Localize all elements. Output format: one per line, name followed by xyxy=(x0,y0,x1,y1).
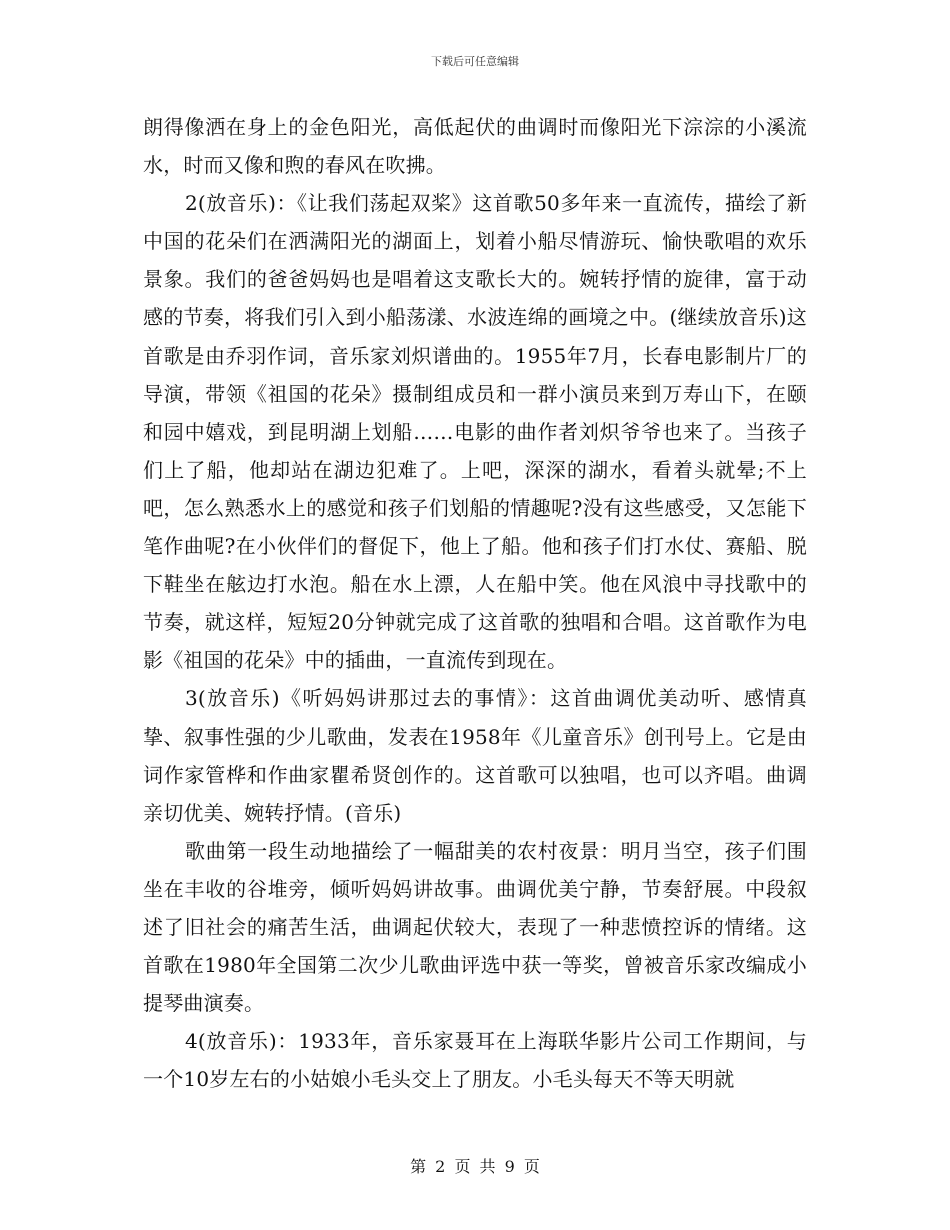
paragraph-song-3: 3(放音乐)《听妈妈讲那过去的事情》：这首曲调优美动听、感情真挚、叙事性强的少儿歌曲，发表在1958年《儿童音乐》创刊号上。它是由词作家管桦和作曲家瞿希贤创作的。这首歌可以独唱，也可以齐唱。曲调亲切优美、婉转抒情。(音乐) xyxy=(143,686,807,825)
paragraph-song-2: 2(放音乐)：《让我们荡起双桨》这首歌50多年来一直流传，描绘了新中国的花朵们在洒满阳光的湖面上，划着小船尽情游玩、愉快歌唱的欢乐景象。我们的爸爸妈妈也是唱着这支歌长大的。婉转抒情的旋律，富于动感的节奏，将我们引入到小船荡漾、水波连绵的画境之中。(继续放音乐)这首歌是由乔羽作词，音乐家刘炽谱曲的。1955年7月，长春电影制片厂的导演，带领《祖国的花朵》摄制组成员和一群小演员来到万寿山下，在颐和园中嬉戏，到昆明湖上划船……电影的曲作者刘炽爷爷也来了。当孩子们上了船，他却站在湖边犯难了。上吧，深深的湖水，看着头就晕;不上吧，怎么熟悉水上的感觉和孩子们划船的情趣呢?没有这些感受，又怎能下笔作曲呢?在小伙伴们的督促下，他上了船。他和孩子们打水仗、赛船、脱下鞋坐在舷边打水泡。船在水上漂，人在船中笑。他在风浪中寻找歌中的节奏，就这样，短短20分钟就完成了这首歌的独唱和合唱。这首歌作为电影《祖国的花朵》中的插曲，一直流传到现在。 xyxy=(143,191,807,673)
page-header: 下载后可任意编辑 xyxy=(431,55,519,68)
paragraph-song-3-detail: 歌曲第一段生动地描绘了一幅甜美的农村夜景：明月当空，孩子们围坐在丰收的谷堆旁，倾听妈妈讲故事。曲调优美宁静，节奏舒展。中段叙述了旧社会的痛苦生活，曲调起伏较大，表现了一种悲愤控诉的情绪。这首歌在1980年全国第二次少儿歌曲评选中获一等奖，曾被音乐家改编成小提琴曲演奏。 xyxy=(143,838,807,1016)
paragraph-continuation: 朗得像洒在身上的金色阳光，高低起伏的曲调时而像阳光下淙淙的小溪流水，时而又像和煦的春风在吹拂。 xyxy=(143,115,807,178)
page-footer: 第 2 页 共 9 页 xyxy=(410,1157,540,1176)
body-text xyxy=(143,108,807,1098)
paragraph-song-4: 4(放音乐)：1933年，音乐家聂耳在上海联华影片公司工作期间，与一个10岁左右的小姑娘小毛头交上了朋友。小毛头每天不等天明就 xyxy=(143,1029,807,1092)
